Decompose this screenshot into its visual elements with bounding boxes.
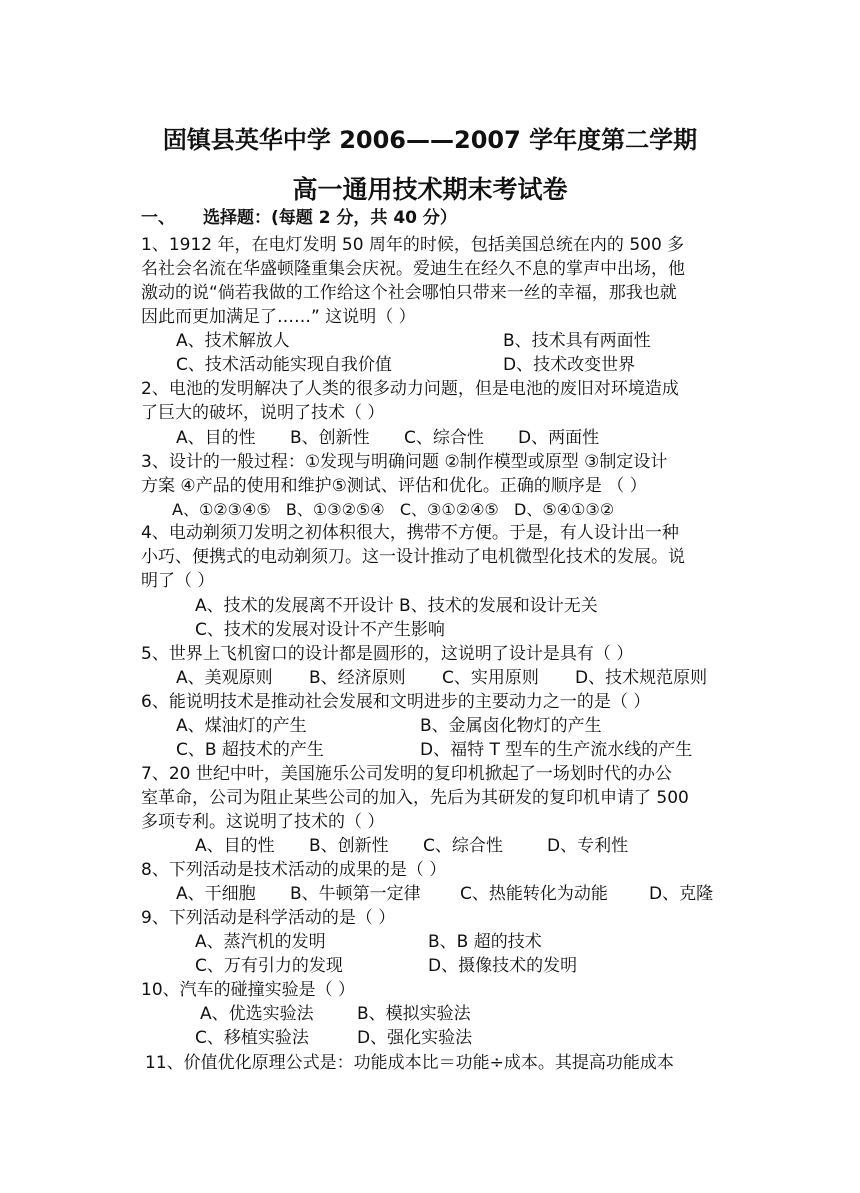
q1-option-a: A、技术解放人: [176, 331, 290, 351]
q2-option-d: D、两面性: [518, 428, 600, 448]
q6-option-b: B、金属卤化物灯的产生: [420, 716, 602, 736]
q7-option-d: D、专利性: [547, 836, 629, 856]
q1-stem-line1: 1、1912 年，在电灯发明 50 周年的时候，包括美国总统在内的 500 多: [141, 235, 685, 255]
q5-option-b: B、经济原则: [309, 668, 406, 688]
q8-option-d: D、克隆: [649, 884, 714, 904]
q8-option-c: C、热能转化为动能: [460, 884, 608, 904]
q10-option-a: A、优选实验法: [200, 1004, 314, 1024]
q2-option-c: C、综合性: [404, 428, 484, 448]
section-heading: 选择题：(每题 2 分，共 40 分）: [203, 208, 457, 228]
q9-option-b: B、B 超的技术: [428, 932, 542, 952]
section-number: 一、: [141, 208, 175, 228]
q6-stem-line1: 6、能说明技术是推动社会发展和文明进步的主要动力之一的是（ ）: [141, 692, 651, 712]
q7-stem-line1: 7、20 世纪中叶，美国施乐公司发明的复印机掀起了一场划时代的办公: [141, 764, 672, 784]
q4-stem-line3: 明了（ ）: [141, 571, 215, 591]
q2-option-a: A、目的性: [176, 428, 256, 448]
q7-stem-line2: 室革命，公司为阻止某些公司的加入，先后为其研发的复印机申请了 500: [141, 788, 689, 808]
q9-option-d: D、摄像技术的发明: [428, 956, 578, 976]
q6-option-a: A、煤油灯的产生: [176, 716, 307, 736]
q10-stem-line1: 10、汽车的碰撞实验是（ ）: [141, 980, 356, 1000]
q8-option-b: B、牛顿第一定律: [290, 884, 421, 904]
q2-stem-line1: 2、电池的发明解决了人类的很多动力问题，但是电池的废旧对环境造成: [141, 379, 679, 399]
q4-stem-line2: 小巧、便携式的电动剃须刀。这一设计推动了电机微型化技术的发展。说: [141, 547, 685, 567]
q10-option-c: C、移植实验法: [195, 1028, 309, 1048]
q5-option-c: C、实用原则: [442, 668, 539, 688]
q9-option-c: C、万有引力的发现: [195, 956, 343, 976]
q4-stem-line1: 4、电动剃须刀发明之初体积很大，携带不方便。于是，有人设计出一种: [141, 523, 679, 543]
q5-stem-line1: 5、世界上飞机窗口的设计都是圆形的，这说明了设计是具有（ ）: [141, 644, 634, 664]
q1-option-b: B、技术具有两面性: [503, 331, 651, 351]
q1-option-d: D、技术改变世界: [503, 355, 636, 375]
q9-stem-line1: 9、下列活动是科学活动的是（ ）: [141, 908, 396, 928]
q3-stem-line2: 方案 ④产品的使用和维护⑤测试、评估和优化。正确的顺序是 （ ）: [141, 476, 647, 496]
q5-option-d: D、技术规范原则: [575, 668, 708, 688]
q1-stem-line2: 名社会名流在华盛顿隆重集会庆祝。爱迪生在经久不息的掌声中出场，他: [141, 259, 685, 279]
q2-stem-line2: 了巨大的破坏，说明了技术（ ）: [141, 403, 385, 423]
exam-title: 高一通用技术期末考试卷: [292, 175, 568, 204]
q8-option-a: A、干细胞: [176, 884, 256, 904]
q3-stem-line1: 3、设计的一般过程：①发现与明确问题 ②制作模型或原型 ③制定设计: [141, 452, 668, 472]
q2-option-b: B、创新性: [290, 428, 370, 448]
q7-option-a: A、目的性: [195, 836, 275, 856]
q5-option-a: A、美观原则: [176, 668, 273, 688]
q11-stem-line1: 11、价值优化原理公式是：功能成本比＝功能÷成本。其提高功能成本: [145, 1053, 674, 1073]
q7-option-c: C、综合性: [423, 836, 503, 856]
school-term-title: 固镇县英华中学 2006——2007 学年度第二学期: [162, 126, 698, 154]
q4-option-c: C、技术的发展对设计不产生影响: [195, 620, 445, 640]
q10-option-d: D、强化实验法: [357, 1028, 473, 1048]
q8-stem-line1: 8、下列活动是技术活动的成果的是（ ）: [141, 860, 447, 880]
q3-options: A、①②③④⑤ B、①③②⑤④ C、③①②④⑤ D、⑤④①③②: [172, 500, 615, 519]
q4-options-ab: A、技术的发展离不开设计 B、技术的发展和设计无关: [195, 596, 598, 616]
q1-stem-line4: 因此而更加满足了……” 这说明（ ）: [141, 307, 416, 327]
q7-option-b: B、创新性: [309, 836, 389, 856]
q10-option-b: B、模拟实验法: [357, 1004, 471, 1024]
q7-stem-line3: 多项专利。这说明了技术的（ ）: [141, 812, 385, 832]
q6-option-d: D、福特 T 型车的生产流水线的产生: [420, 740, 693, 760]
q1-stem-line3: 激动的说“倘若我做的工作给这个社会哪怕只带来一丝的幸福，那我也就: [141, 283, 677, 303]
q6-option-c: C、B 超技术的产生: [176, 740, 324, 760]
q1-option-c: C、技术活动能实现自我价值: [176, 355, 392, 375]
q9-option-a: A、蒸汽机的发明: [195, 932, 326, 952]
